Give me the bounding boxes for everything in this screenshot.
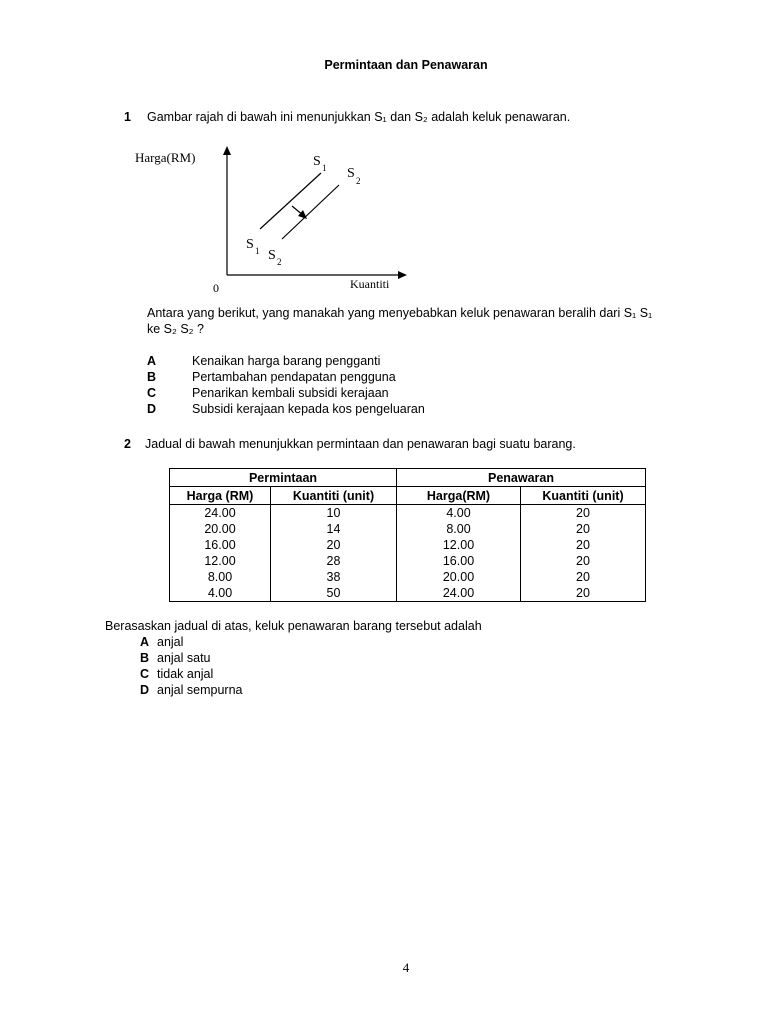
table-header-cell: Kuantiti (unit) — [271, 487, 397, 505]
table-cell: 16.00 — [204, 538, 236, 552]
q1-option-d[interactable] — [147, 401, 425, 417]
question-1-options — [147, 353, 425, 417]
s1-bottom-label: S — [246, 237, 254, 252]
table-cell: 16.00 — [442, 554, 475, 568]
x-axis-arrowhead — [398, 271, 407, 279]
table-column-harga-penawaran — [397, 505, 521, 602]
question-2-number: 2 — [124, 437, 131, 451]
s1-top-label: S — [313, 154, 321, 169]
s1-top-subscript: 1 — [322, 163, 327, 173]
supply-diagram-svg — [120, 140, 420, 300]
q1-option-a[interactable] — [147, 353, 425, 369]
option-letter: D — [147, 402, 157, 416]
supply-curve-s1 — [260, 173, 321, 229]
origin-label: 0 — [213, 281, 219, 295]
question-2-intro: Jadual di bawah menunjukkan permintaan dan penawaran bagi suatu barang. — [145, 437, 576, 451]
s2-bottom-subscript: 2 — [277, 257, 282, 267]
option-text: Subsidi kerajaan kepada kos pengeluaran — [192, 402, 425, 416]
q1-option-c[interactable] — [147, 385, 425, 401]
table-column-kuantiti-permintaan — [271, 505, 397, 602]
option-text: tidak anjal — [157, 667, 214, 681]
option-letter: C — [147, 386, 157, 400]
table-group-header-permintaan: Permintaan — [170, 469, 397, 487]
table-cell: 12.00 — [442, 538, 475, 552]
option-text: Pertambahan pendapatan pengguna — [192, 370, 396, 384]
table-column-harga-permintaan — [170, 505, 271, 602]
s2-bottom-label: S — [268, 248, 276, 263]
table-cell: 12.00 — [204, 554, 236, 568]
q2-option-b[interactable] — [140, 650, 242, 666]
option-letter: A — [147, 354, 157, 368]
table-cell: 20 — [576, 522, 590, 536]
table-cell: 50 — [326, 586, 341, 600]
question-1-intro: Gambar rajah di bawah ini menunjukkan S₁ dan S₂ adalah keluk penawaran. — [147, 110, 571, 124]
option-text: Penarikan kembali subsidi kerajaan — [192, 386, 389, 400]
page-number: 4 — [402, 960, 410, 975]
table-header-cell: Kuantiti (unit) — [521, 487, 646, 505]
question-1-text-line-2: ke S₂ S₂ ? — [147, 322, 204, 336]
s2-top-subscript: 2 — [356, 176, 361, 186]
y-axis-arrowhead — [223, 146, 231, 155]
table-cell: 38 — [326, 570, 341, 584]
table-cell: 20 — [576, 570, 590, 584]
option-letter: B — [147, 370, 157, 384]
q1-option-b[interactable] — [147, 369, 425, 385]
table-group-header-row — [170, 469, 646, 487]
table-cell: 24.00 — [204, 506, 236, 520]
page-title: Permintaan dan Penawaran — [324, 58, 488, 72]
table-header-row — [170, 487, 646, 505]
table-cell: 24.00 — [442, 586, 475, 600]
table-cell: 4.00 — [207, 586, 233, 600]
option-text: anjal — [157, 635, 184, 649]
q2-option-a[interactable] — [140, 634, 242, 650]
table-header-cell: Harga(RM) — [397, 487, 521, 505]
option-letter: C — [140, 667, 150, 681]
option-letter: B — [140, 651, 150, 665]
question-2-options — [140, 634, 242, 698]
table-cell: 20.00 — [204, 522, 236, 536]
option-letter: D — [140, 683, 150, 697]
option-text: anjal satu — [157, 651, 211, 665]
supply-shift-diagram — [120, 140, 420, 300]
y-axis-label: Harga(RM) — [135, 150, 196, 165]
table-header-cell: Harga (RM) — [170, 487, 271, 505]
question-2-text: Berasaskan jadual di atas, keluk penawaran barang tersebut adalah — [105, 619, 482, 633]
table-cell: 20.00 — [442, 570, 475, 584]
table-column-kuantiti-penawaran — [521, 505, 646, 602]
table-group-header-penawaran: Penawaran — [397, 469, 646, 487]
table-cell: 20 — [576, 554, 590, 568]
q2-option-c[interactable] — [140, 666, 242, 682]
s2-top-label: S — [347, 166, 355, 181]
table-cell: 10 — [326, 506, 341, 520]
option-letter: A — [140, 635, 150, 649]
table-cell: 28 — [326, 554, 341, 568]
table-row — [170, 505, 646, 602]
table-cell: 20 — [326, 538, 341, 552]
table-cell: 4.00 — [446, 506, 471, 520]
table-cell: 20 — [576, 506, 590, 520]
table-cell: 8.00 — [446, 522, 471, 536]
s1-bottom-subscript: 1 — [255, 246, 260, 256]
option-text: anjal sempurna — [157, 683, 243, 697]
question-1-number: 1 — [124, 110, 131, 124]
demand-supply-table — [169, 468, 646, 602]
supply-curve-s2 — [282, 185, 339, 239]
question-1-text-line-1: Antara yang berikut, yang manakah yang menyebabkan keluk penawaran beralih dari S₁ S₁ — [147, 306, 653, 320]
table-cell: 14 — [326, 522, 341, 536]
table-cell: 20 — [576, 538, 590, 552]
table-cell: 20 — [576, 586, 590, 600]
option-text: Kenaikan harga barang pengganti — [192, 354, 381, 368]
q2-option-d[interactable] — [140, 682, 242, 698]
x-axis-label: Kuantiti — [350, 277, 390, 291]
table-cell: 8.00 — [207, 570, 233, 584]
